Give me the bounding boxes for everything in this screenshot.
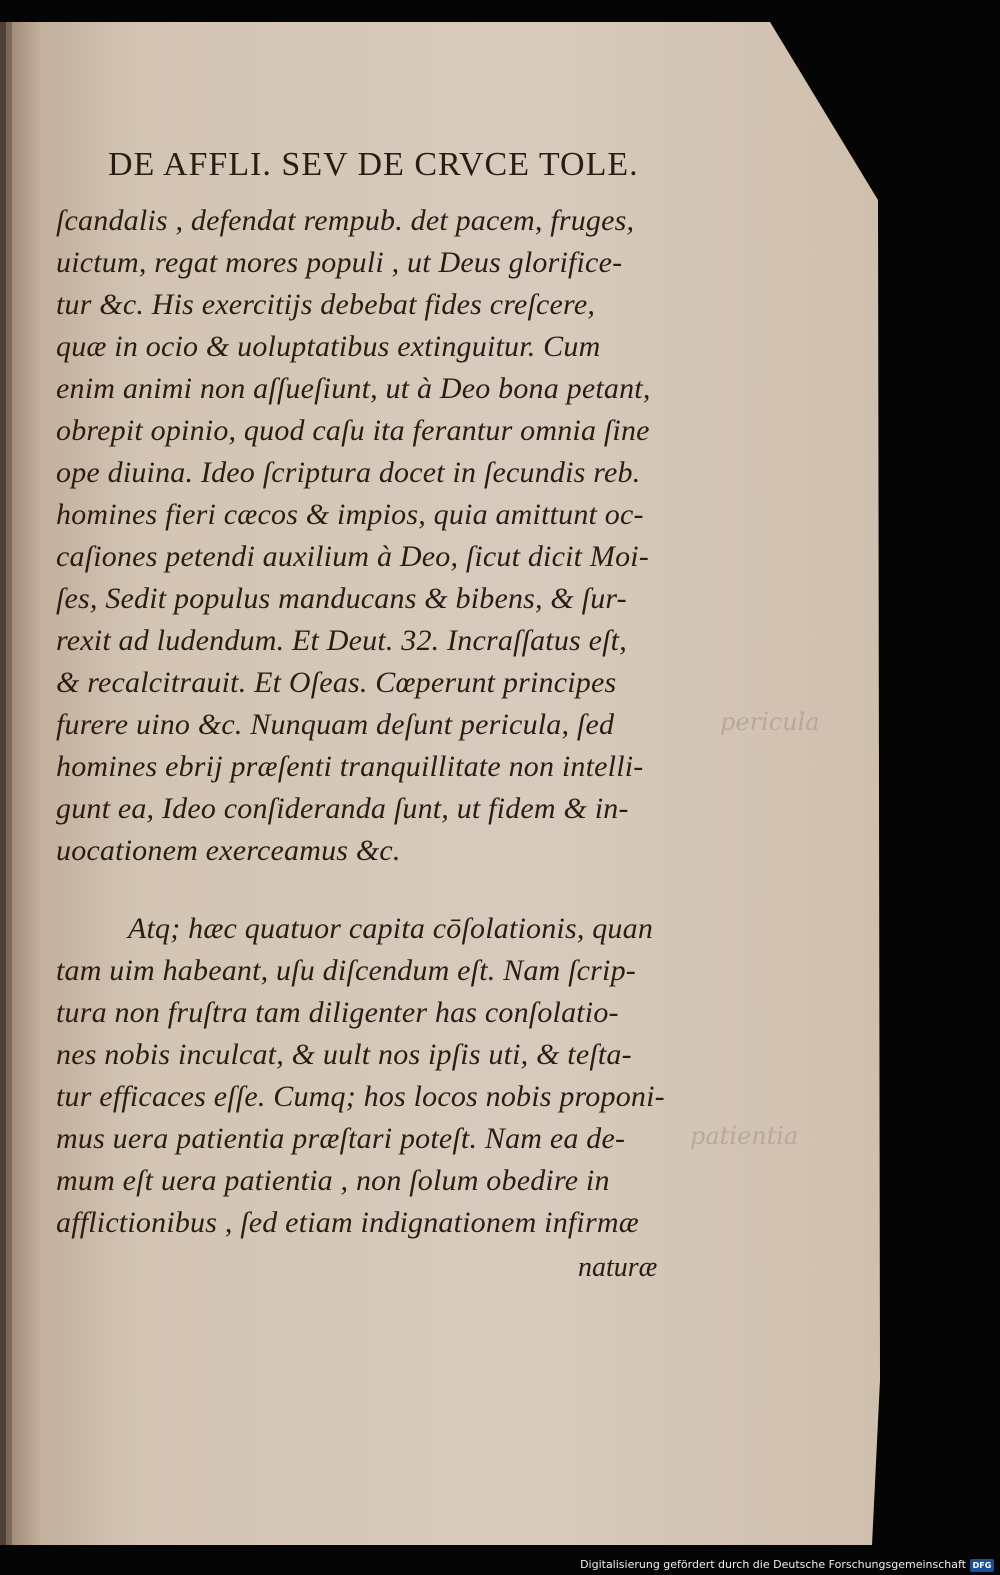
text-line: mus uera patientia præſtari poteſt. Nam ea de-	[56, 1122, 626, 1155]
funding-credit: Digitalisierung gefördert durch die Deutsche Forschungsgemeinschaft	[580, 1558, 966, 1571]
text-line: & recalcitrauit. Et Oſeas. Cœperunt principes	[56, 666, 617, 699]
text-line: mum eſt uera patientia , non ſolum obedire in	[56, 1164, 610, 1197]
text-line: enim animi non aſſueſiunt, ut à Deo bona petant,	[56, 372, 651, 405]
marginal-note: pericula	[720, 708, 820, 736]
text-line: tam uim habeant, uſu diſcendum eſt. Nam ſcrip-	[56, 954, 636, 987]
text-line: ſcandalis , defendat rempub. det pacem, fruges,	[56, 204, 635, 237]
dfg-logo: DFG	[970, 1559, 994, 1572]
marginal-note: patientia	[690, 1122, 799, 1150]
text-line: tura non fruſtra tam diligenter has conſolatio-	[56, 996, 619, 1029]
text-line: quæ in ocio & uoluptatibus extinguitur. Cum	[56, 330, 601, 363]
text-line: tur &c. His exercitijs debebat fides creſcere,	[56, 288, 596, 321]
text-line: furere uino &c. Nunquam deſunt pericula, ſed	[56, 708, 615, 741]
text-line: gunt ea, Ideo conſideranda ſunt, ut fidem & in-	[56, 792, 629, 825]
text-line: ope diuina. Ideo ſcriptura docet in ſecundis reb.	[56, 456, 641, 489]
catchword: naturæ	[578, 1252, 658, 1283]
text-line: ſes, Sedit populus manducans & bibens, & ſur-	[56, 582, 627, 615]
text-line: afflictionibus , ſed etiam indignationem infirmæ	[56, 1206, 639, 1239]
text-line: homines ebrij præſenti tranquillitate non intelli-	[56, 750, 644, 783]
text-line: caſiones petendi auxilium à Deo, ſicut dicit Moi-	[56, 540, 649, 573]
text-line: tur efficaces eſſe. Cumq; hos locos nobis proponi-	[56, 1080, 665, 1113]
text-line: uocationem exerceamus &c.	[56, 834, 401, 867]
text-line: rexit ad ludendum. Et Deut. 32. Incraſſatus eſt,	[56, 624, 627, 657]
text-line: homines fieri cæcos & impios, quia amittunt oc-	[56, 498, 644, 531]
binding-shadow	[0, 22, 12, 1545]
text-line: Atq; hæc quatuor capita cōſolationis, quan	[128, 912, 654, 945]
text-line: uictum, regat mores populi , ut Deus glorifice-	[56, 246, 623, 279]
text-line: obrepit opinio, quod caſu ita ferantur omnia ſine	[56, 414, 650, 447]
running-head: DE AFFLI. SEV DE CRVCE TOLE.	[108, 146, 639, 183]
text-line: nes nobis inculcat, & uult nos ipſis uti, & teſta-	[56, 1038, 632, 1071]
